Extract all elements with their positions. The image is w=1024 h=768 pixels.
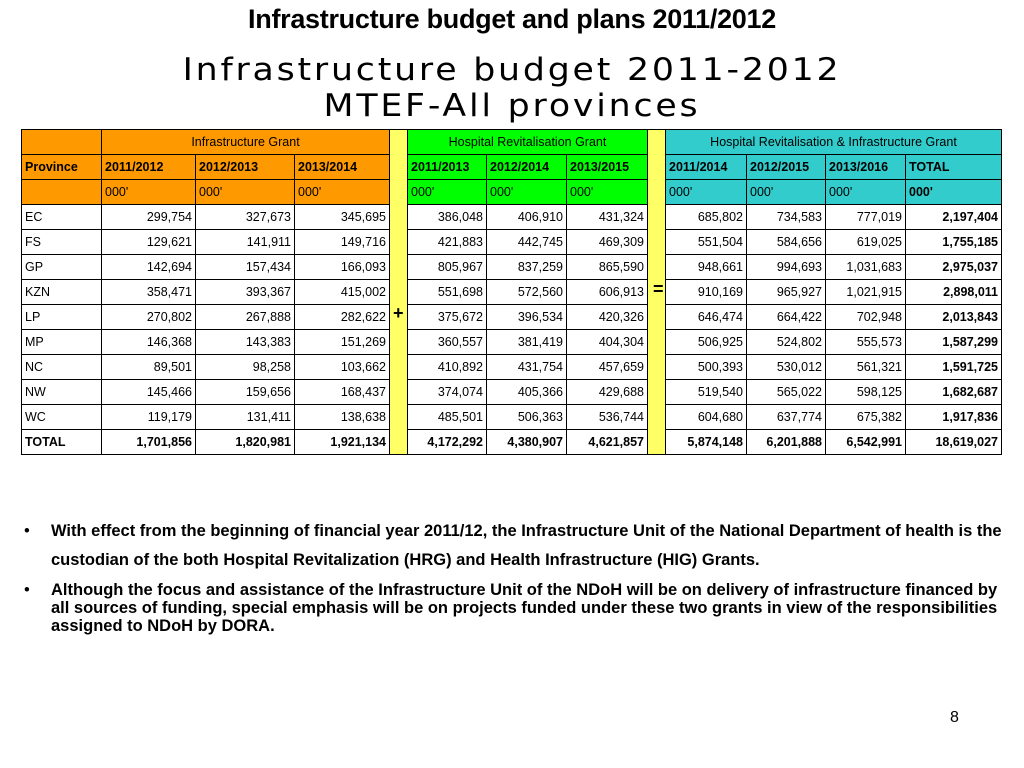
- hospital-value: 506,363: [487, 405, 567, 430]
- infrastructure-value: 98,258: [196, 355, 295, 380]
- infrastructure-value: 149,716: [295, 230, 390, 255]
- year-header: 2013/2016: [826, 155, 906, 180]
- unit-label: 000': [487, 180, 567, 205]
- combined-value: 584,656: [747, 230, 826, 255]
- hospital-value: 536,744: [567, 405, 648, 430]
- group-header-row: [22, 130, 1002, 155]
- table-row: [22, 280, 1002, 305]
- province-cell: TOTAL: [22, 430, 102, 455]
- hospital-value: 4,380,907: [487, 430, 567, 455]
- infrastructure-value: 143,383: [196, 330, 295, 355]
- total-value: 1,587,299: [906, 330, 1002, 355]
- infrastructure-value: 358,471: [102, 280, 196, 305]
- combined-value: 910,169: [666, 280, 747, 305]
- combined-value: 561,321: [826, 355, 906, 380]
- combined-value: 555,573: [826, 330, 906, 355]
- table-row: [22, 205, 1002, 230]
- hospital-value: 420,326: [567, 305, 648, 330]
- year-header: 2011/2014: [666, 155, 747, 180]
- hospital-value: 404,304: [567, 330, 648, 355]
- total-value: 1,917,836: [906, 405, 1002, 430]
- combined-value: 6,201,888: [747, 430, 826, 455]
- unit-label: 000': [826, 180, 906, 205]
- hospital-value: 431,324: [567, 205, 648, 230]
- total-value: 2,197,404: [906, 205, 1002, 230]
- group-header-hospital: Hospital Revitalisation Grant: [408, 130, 648, 155]
- year-header: 2011/2012: [102, 155, 196, 180]
- hospital-value: 405,366: [487, 380, 567, 405]
- combined-value: 1,021,915: [826, 280, 906, 305]
- total-value: 2,898,011: [906, 280, 1002, 305]
- combined-value: 994,693: [747, 255, 826, 280]
- infrastructure-value: 345,695: [295, 205, 390, 230]
- group-header-infrastructure-label: Infrastructure Grant: [102, 130, 390, 155]
- group-header-infrastructure: [22, 130, 102, 155]
- infrastructure-value: 1,820,981: [196, 430, 295, 455]
- hospital-value: 442,745: [487, 230, 567, 255]
- hospital-value: 421,883: [408, 230, 487, 255]
- infrastructure-value: 146,368: [102, 330, 196, 355]
- year-header: TOTAL: [906, 155, 1002, 180]
- combined-value: 598,125: [826, 380, 906, 405]
- hospital-value: 805,967: [408, 255, 487, 280]
- hospital-value: 360,557: [408, 330, 487, 355]
- infrastructure-value: 159,656: [196, 380, 295, 405]
- combined-value: 6,542,991: [826, 430, 906, 455]
- table-row: [22, 330, 1002, 355]
- unit-label: 000': [666, 180, 747, 205]
- hospital-value: 429,688: [567, 380, 648, 405]
- year-header: 2012/2015: [747, 155, 826, 180]
- budget-table: [21, 129, 1002, 455]
- province-cell: NC: [22, 355, 102, 380]
- total-value: 2,013,843: [906, 305, 1002, 330]
- infrastructure-value: 157,434: [196, 255, 295, 280]
- unit-label: 000': [295, 180, 390, 205]
- table-row: [22, 380, 1002, 405]
- table-row: [22, 255, 1002, 280]
- combined-value: 565,022: [747, 380, 826, 405]
- hospital-value: 485,501: [408, 405, 487, 430]
- combined-value: 965,927: [747, 280, 826, 305]
- province-cell: NW: [22, 380, 102, 405]
- combined-value: 675,382: [826, 405, 906, 430]
- subtitle-line-1: Infrastructure budget 2011-2012: [182, 52, 842, 88]
- combined-value: 551,504: [666, 230, 747, 255]
- unit-row: [22, 180, 1002, 205]
- province-cell: LP: [22, 305, 102, 330]
- infrastructure-value: 166,093: [295, 255, 390, 280]
- bullet-list: [24, 517, 1014, 635]
- unit-label: 000': [408, 180, 487, 205]
- hospital-value: 386,048: [408, 205, 487, 230]
- year-header: 2011/2013: [408, 155, 487, 180]
- equals-sign: =: [653, 279, 664, 299]
- combined-value: 1,031,683: [826, 255, 906, 280]
- infrastructure-value: 145,466: [102, 380, 196, 405]
- infrastructure-value: 168,437: [295, 380, 390, 405]
- hospital-value: 381,419: [487, 330, 567, 355]
- combined-value: 524,802: [747, 330, 826, 355]
- hospital-value: 410,892: [408, 355, 487, 380]
- table-row: [22, 405, 1002, 430]
- infrastructure-value: 141,911: [196, 230, 295, 255]
- infrastructure-value: 299,754: [102, 205, 196, 230]
- infrastructure-value: 270,802: [102, 305, 196, 330]
- province-cell: GP: [22, 255, 102, 280]
- combined-value: 734,583: [747, 205, 826, 230]
- infrastructure-value: 89,501: [102, 355, 196, 380]
- total-value: 2,975,037: [906, 255, 1002, 280]
- hospital-value: 431,754: [487, 355, 567, 380]
- infrastructure-value: 1,921,134: [295, 430, 390, 455]
- hospital-value: 551,698: [408, 280, 487, 305]
- plus-operator-column: [390, 130, 408, 455]
- province-cell: FS: [22, 230, 102, 255]
- hospital-value: 375,672: [408, 305, 487, 330]
- year-header: 2013/2014: [295, 155, 390, 180]
- combined-value: 519,540: [666, 380, 747, 405]
- infrastructure-value: 131,411: [196, 405, 295, 430]
- infrastructure-value: 282,622: [295, 305, 390, 330]
- hospital-value: 374,074: [408, 380, 487, 405]
- combined-value: 506,925: [666, 330, 747, 355]
- table-row: [22, 305, 1002, 330]
- bullet-item: • Although the focus and assistance of the Infrastructure Unit of the NDoH will be on delivery of infrastructure financed by all sources of funding, special emphasis will be on projects funded under these two grants in view of the responsibilities assigned to NDoH by DORA.: [24, 581, 1014, 635]
- unit-spacer: [22, 180, 102, 205]
- slide-title: Infrastructure budget and plans 2011/2012: [248, 4, 776, 34]
- infrastructure-value: 119,179: [102, 405, 196, 430]
- combined-value: 646,474: [666, 305, 747, 330]
- year-header: 2013/2015: [567, 155, 648, 180]
- combined-value: 619,025: [826, 230, 906, 255]
- bullet-item: • With effect from the beginning of financial year 2011/12, the Infrastructure Unit of the National Department of health is the custodian of the both Hospital Revitalization (HRG) and Health Infrastructure (HIG) Grants.: [24, 517, 1014, 575]
- province-header: Province: [22, 155, 102, 180]
- infrastructure-value: 129,621: [102, 230, 196, 255]
- combined-value: 948,661: [666, 255, 747, 280]
- infrastructure-value: 267,888: [196, 305, 295, 330]
- hospital-value: 406,910: [487, 205, 567, 230]
- combined-value: 664,422: [747, 305, 826, 330]
- combined-value: 500,393: [666, 355, 747, 380]
- infrastructure-value: 103,662: [295, 355, 390, 380]
- total-row: [22, 430, 1002, 455]
- unit-label: 000': [906, 180, 1002, 205]
- combined-value: 5,874,148: [666, 430, 747, 455]
- total-value: 18,619,027: [906, 430, 1002, 455]
- infrastructure-value: 138,638: [295, 405, 390, 430]
- combined-value: 685,802: [666, 205, 747, 230]
- year-header: 2012/2013: [196, 155, 295, 180]
- province-cell: EC: [22, 205, 102, 230]
- infrastructure-value: 415,002: [295, 280, 390, 305]
- hospital-value: 606,913: [567, 280, 648, 305]
- year-header-row: [22, 155, 1002, 180]
- infrastructure-value: 151,269: [295, 330, 390, 355]
- infrastructure-value: 142,694: [102, 255, 196, 280]
- combined-value: 702,948: [826, 305, 906, 330]
- subtitle-line-2: MTEF-All provinces: [323, 88, 701, 124]
- group-header-combined: Hospital Revitalisation & Infrastructure Grant: [666, 130, 1002, 155]
- table-row: [22, 230, 1002, 255]
- unit-label: 000': [747, 180, 826, 205]
- year-header: 2012/2014: [487, 155, 567, 180]
- infrastructure-value: 1,701,856: [102, 430, 196, 455]
- hospital-value: 4,621,857: [567, 430, 648, 455]
- unit-label: 000': [567, 180, 648, 205]
- combined-value: 604,680: [666, 405, 747, 430]
- hospital-value: 865,590: [567, 255, 648, 280]
- unit-label: 000': [102, 180, 196, 205]
- total-value: 1,591,725: [906, 355, 1002, 380]
- province-cell: MP: [22, 330, 102, 355]
- hospital-value: 457,659: [567, 355, 648, 380]
- unit-label: 000': [196, 180, 295, 205]
- plus-sign: +: [393, 303, 404, 323]
- page-number: 8: [950, 709, 959, 726]
- province-cell: KZN: [22, 280, 102, 305]
- combined-value: 637,774: [747, 405, 826, 430]
- hospital-value: 469,309: [567, 230, 648, 255]
- hospital-value: 396,534: [487, 305, 567, 330]
- total-value: 1,755,185: [906, 230, 1002, 255]
- hospital-value: 837,259: [487, 255, 567, 280]
- hospital-value: 4,172,292: [408, 430, 487, 455]
- total-value: 1,682,687: [906, 380, 1002, 405]
- hospital-value: 572,560: [487, 280, 567, 305]
- combined-value: 530,012: [747, 355, 826, 380]
- province-cell: WC: [22, 405, 102, 430]
- infrastructure-value: 393,367: [196, 280, 295, 305]
- infrastructure-value: 327,673: [196, 205, 295, 230]
- combined-value: 777,019: [826, 205, 906, 230]
- table-row: [22, 355, 1002, 380]
